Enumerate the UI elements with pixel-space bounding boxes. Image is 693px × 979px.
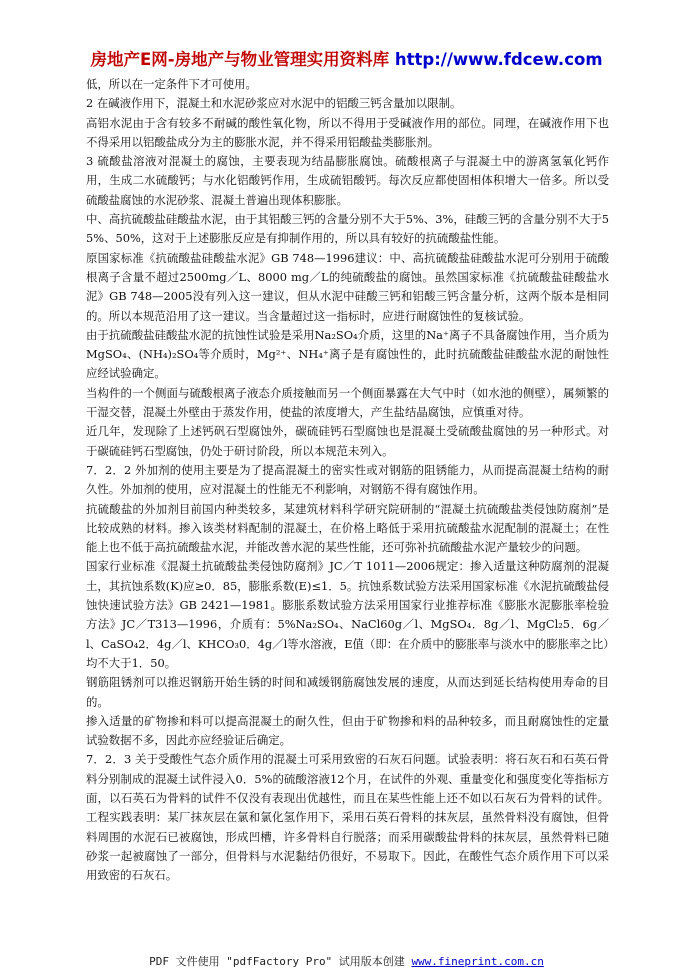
header-url-link[interactable]: http://www.fdcew.com: [394, 50, 603, 69]
paragraph: 高铝水泥由于含有较多不耐碱的酸性氧化物，所以不得用于受碱液作用的部位。同理，在碱液作用下也不得采用以铝酸盐成分为主的膨胀水泥，并不得采用铝酸盐类膨胀剂。: [86, 115, 609, 149]
header-subtitle: 网-房地产与物业管理实用资料库: [151, 50, 390, 69]
header-site-name: 房地产: [90, 50, 140, 69]
footer-link[interactable]: www.fineprint.com.cn: [411, 955, 544, 968]
paragraph: 国家行业标准《混凝土抗硫酸盐类侵蚀防腐剂》JC／T 1011—2006规定：掺入适量这种防腐剂的混凝土，其抗蚀系数(K)应≥0．85，膨胀系数(E)≤1．5。抗蚀系数试验方法采用国家标准《水泥抗硫酸盐侵蚀快速试验方法》GB 2421—1981。膨胀系数试验方法采用国家行业推荐标准《膨胀水泥膨胀率检验方法》JC／T313—1996，介质有：5%Na₂SO₄、NaCl60g／l、MgSO₄．8g／l、MgCl₂5．6g／l、CaSO₄2．4g／l、KHCO₃0．4g／l等水溶液，E值（即：在介质中的膨胀率与淡水中的膨胀率之比）均不大于1．50。: [86, 559, 609, 670]
page-header: [0, 46, 693, 70]
paragraph: 7．2．2 外加剂的使用主要是为了提高混凝土的密实性或对钢筋的阻锈能力，从而提高混凝土结构的耐久性。外加剂的使用，应对混凝土的性能无不利影响，对钢筋不得有腐蚀作用。: [86, 462, 609, 497]
paragraph: 3 硫酸盐溶液对混凝土的腐蚀，主要表现为结晶膨胀腐蚀。硫酸根离子与混凝土中的游离氢氧化钙作用，生成二水硫酸钙；与水化铝酸钙作用，生成硫铝酸钙。每次反应都使固相体积增大一倍多。所以受硫酸盐腐蚀的水泥砂浆、混凝土普遍出现体积膨胀。: [86, 154, 609, 207]
paragraph: 中、高抗硫酸盐硅酸盐水泥，由于其铝酸三钙的含量分别不大于5%、3%，硅酸三钙的含量分别不大于55%、50%，这对于上述膨胀反应是有抑制作用的，所以具有较好的抗硫酸盐性能。: [86, 212, 609, 246]
page-footer: [0, 953, 693, 969]
paragraph: 2 在碱液作用下，混凝土和水泥砂浆应对水泥中的铝酸三钙含量加以限制。: [86, 96, 462, 111]
paragraph: 低，所以在一定条件下才可使用。: [86, 77, 257, 91]
paragraph: 7．2．3 关于受酸性气态介质作用的混凝土可采用致密的石灰石问题。试验表明：将石灰石和石英石骨料分别制成的混凝土试件浸入0．5%的硫酸溶液12个月，在试件的外观、重量变化和强度变化等指标方面，以石英石为骨料的试件不仅没有表现出优越性，而且在某些性能上还不如以石灰石为骨料的试件。工程实践表明：某厂抹灰层在氯和氯化氢作用下，采用石英石骨料的抹灰层，虽然骨料没有腐蚀，但骨料周围的水泥石已被腐蚀，形成凹槽，许多骨料自行脱落；而采用碳酸盐骨料的抹灰层，虽然骨料已随砂浆一起被腐蚀了一部分，但骨料与水泥黏结仍很好，不易取下。因此，在酸性气态介质作用下可以采用致密的石灰石。: [86, 752, 609, 883]
paragraph: 当构件的一个侧面与硫酸根离子液态介质接触而另一个侧面暴露在大气中时（如水池的侧壁），属频繁的干湿交替，混凝土外壁由于蒸发作用，使盐的浓度增大，产生盐结晶腐蚀，应慎重对待。: [86, 385, 609, 420]
paragraph: 近几年，发现除了上述钙矾石型腐蚀外，碳硫硅钙石型腐蚀也是混凝土受硫酸盐腐蚀的另一种形式。对于碳硫硅钙石型腐蚀，仍处于研讨阶段，所以本规范未列入。: [86, 424, 609, 458]
document-body: [86, 75, 609, 885]
paragraph: 抗硫酸盐的外加剂目前国内种类较多，某建筑材料科学研究院研制的“混凝土抗硫酸盐类侵蚀防腐剂”是比较成熟的材料。掺入该类材料配制的混凝土，在价格上略低于采用抗硫酸盐水泥配制的混凝土；在性能上也不低于高抗硫酸盐水泥，并能改善水泥的某些性能，还可弥补抗硫酸盐水泥产量较少的问题。: [86, 501, 609, 555]
paragraph: 由于抗硫酸盐硅酸盐水泥的抗蚀性试验是采用Na₂SO₄介质，这里的Na⁺离子不具备腐蚀作用，当介质为MgSO₄、(NH₄)₂SO₄等介质时，Mg²⁺、NH₄⁺离子是有腐蚀性的，此时抗硫酸盐硅酸盐水泥的耐蚀性应经试验确定。: [86, 327, 609, 381]
footer-text: PDF 文件使用 "pdfFactory Pro" 试用版本创建: [149, 955, 412, 968]
paragraph: 掺入适量的矿物掺和料可以提高混凝土的耐久性，但由于矿物掺和料的品种较多，而且耐腐蚀性的定量试验数据不多，因此亦应经验证后确定。: [86, 713, 609, 748]
paragraph: 原国家标准《抗硫酸盐硅酸盐水泥》GB 748—1996建议：中、高抗硫酸盐硅酸盐水泥可分别用于硫酸根离子含量不超过2500mg／L、8000 mg／L的纯硫酸盐的腐蚀。虽然国家标准《抗硫酸盐硅酸盐水泥》GB 748—2005没有列入这一建议，但从水泥中硅酸三钙和铝酸三钙含量分析，这两个版本是相同的。所以本规范沿用了这一建议。当含量超过这一指标时，应进行耐腐蚀性的复核试验。: [86, 250, 609, 323]
header-e-letter: E: [139, 50, 152, 69]
paragraph: 钢筋阻锈剂可以推迟钢筋开始生锈的时间和减缓钢筋腐蚀发展的速度，从而达到延长结构使用寿命的目的。: [86, 675, 609, 709]
